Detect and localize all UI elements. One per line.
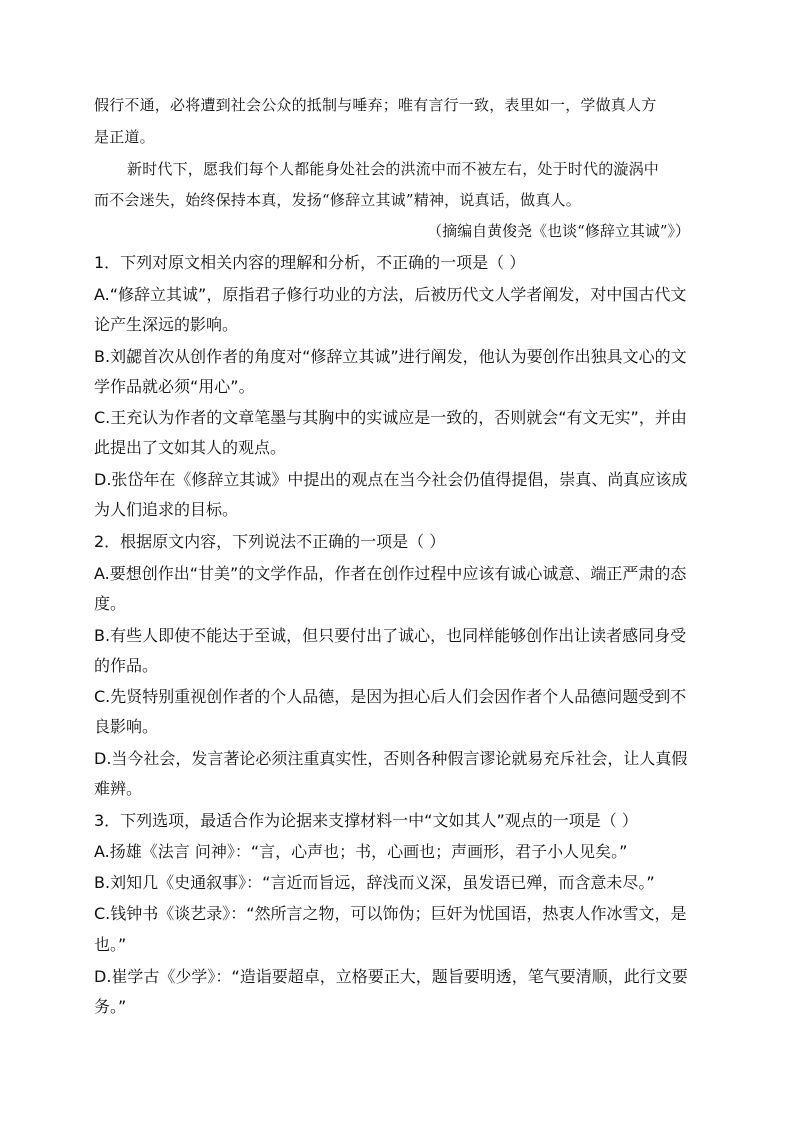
- question-stem: 2．根据原文内容，下列说法不正确的一项是（ ）: [94, 532, 446, 551]
- option-b-line2: 学作品就必须“用心”。: [94, 377, 255, 396]
- option-d-line1: D.当今社会，发言著论必须注重真实性，否则各种假言谬论就易充斥社会，让人真假: [94, 749, 688, 768]
- option-d-line2: 务。”: [94, 997, 127, 1016]
- option-a-line1: A.扬雄《法言 问神》：“言，心声也；书，心画也；声画形，君子小人见矣。”: [94, 842, 628, 861]
- option-a-line2: 论产生深远的影响。: [94, 315, 239, 334]
- option-d-line1: D.张岱年在《修辞立其诚》中提出的观点在当今社会仍值得提倡，崇真、尚真应该成: [94, 470, 688, 489]
- option-d-line2: 难辨。: [94, 779, 143, 798]
- passage-p2-line1: 新时代下，愿我们每个人都能身处社会的洪流中而不被左右，处于时代的漩涡中: [127, 160, 660, 178]
- passage-p1-line1: 假行不通，必将遭到社会公众的抵制与唾弃；唯有言行一致，表里如一，学做真人方: [94, 96, 657, 114]
- passage-p2-line2: 而不会迷失，始终保持本真，发扬“修辞立其诚”精神，说真话，做真人。: [94, 191, 581, 209]
- option-a-line1: A.“修辞立其诚”，原指君子修行功业的方法，后被历代文人学者阐发，对中国古代文: [94, 285, 687, 304]
- option-c-line1: C.钱钟书《谈艺录》：“然所言之物，可以饰伪；巨奸为忧国语，热衷人作冰雪文，是: [94, 904, 687, 923]
- question-stem: 1．下列对原文相关内容的理解和分析，不正确的一项是（ ）: [94, 253, 526, 272]
- passage-p1-line2: 是正道。: [94, 128, 155, 146]
- option-d-line2: 为人们追求的目标。: [94, 500, 239, 519]
- option-c-line2: 也。”: [94, 935, 127, 954]
- option-c-line1: C.先贤特别重视创作者的个人品德，是因为担心后人们会因作者个人品德问题受到不: [94, 687, 687, 706]
- option-c-line2: 此提出了文如其人的观点。: [94, 438, 287, 457]
- option-c-line1: C.王充认为作者的文章笔墨与其胸中的实诚应是一致的，否则就会“有文无实”，并由: [94, 408, 687, 427]
- option-b-line1: B.刘勰首次从创作者的角度对“修辞立其诚”进行阐发，他认为要创作出独具文心的文: [94, 347, 687, 366]
- option-b-line2: 的作品。: [94, 656, 159, 675]
- option-d-line1: D.崔学古《少学》：“造诣要超卓，立格要正大，题旨要明透，笔气要清顺，此行文要: [94, 967, 688, 986]
- option-a-line2: 度。: [94, 594, 127, 613]
- option-b-line1: B.刘知几《史通叙事》：“言近而旨远，辞浅而义深，虽发语已殚，而含意未尽。”: [94, 873, 655, 892]
- option-a-line1: A.要想创作出“甘美”的文学作品，作者在创作过程中应该有诚心诚意、端正严肃的态: [94, 564, 687, 583]
- option-b-line1: B.有些人即使不能达于至诚，但只要付出了诚心，也同样能够创作出让读者感同身受: [94, 626, 687, 645]
- passage-source: （摘编自黄俊尧《也谈“修辞立其诚”》）: [427, 222, 690, 240]
- question-stem: 3．下列选项，最适合作为论据来支撑材料一中“文如其人”观点的一项是（ ）: [94, 811, 638, 830]
- option-c-line2: 良影响。: [94, 717, 159, 736]
